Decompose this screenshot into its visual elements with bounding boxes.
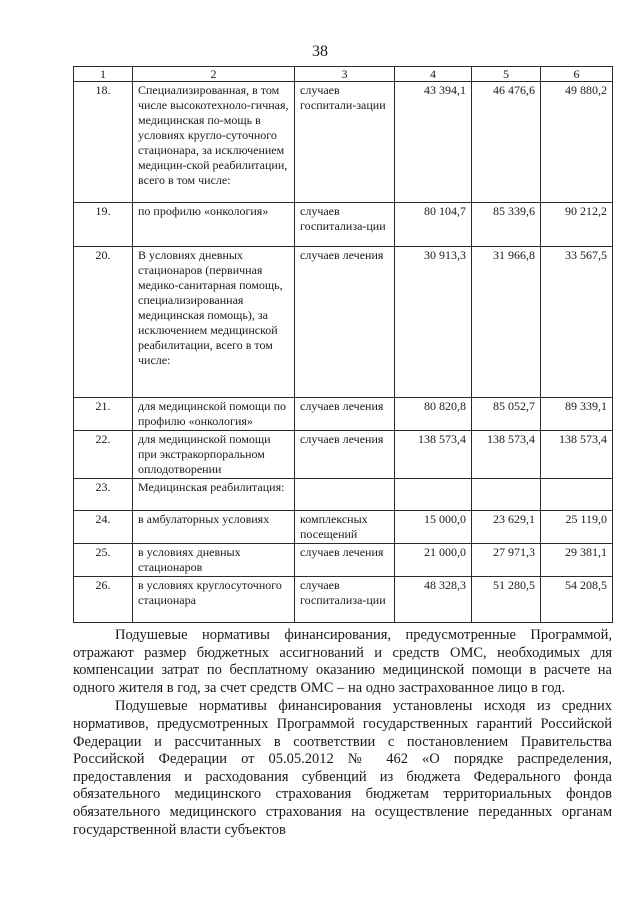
table-row bbox=[74, 398, 613, 431]
header-cell: 3 bbox=[295, 67, 395, 82]
row-name: в условиях дневных стационаров bbox=[133, 544, 295, 577]
row-value-3: 33 567,5 bbox=[541, 247, 613, 398]
row-value-3: 89 339,1 bbox=[541, 398, 613, 431]
header-cell: 4 bbox=[395, 67, 472, 82]
row-unit bbox=[295, 479, 395, 511]
row-value-1: 138 573,4 bbox=[395, 431, 472, 479]
header-cell: 6 bbox=[541, 67, 613, 82]
table-row bbox=[74, 577, 613, 623]
row-number: 22. bbox=[74, 431, 133, 479]
row-unit: случаев лечения bbox=[295, 247, 395, 398]
row-value-3: 49 880,2 bbox=[541, 82, 613, 203]
table-row bbox=[74, 82, 613, 203]
table-row bbox=[74, 544, 613, 577]
row-value-2: 85 339,6 bbox=[472, 203, 541, 247]
paragraph: Подушевые нормативы финансирования, предусмотренные Программой, отражают размер бюджетных ассигнований и средств ОМС, необходимых для компенсации затрат по бесплатному оказанию медицинской помощи в расчете на одного жителя в год, за счет средств ОМС – на одно застрахованное лицо в год. bbox=[73, 627, 612, 696]
row-number: 19. bbox=[74, 203, 133, 247]
row-value-2: 138 573,4 bbox=[472, 431, 541, 479]
row-unit: случаев госпитали-зации bbox=[295, 82, 395, 203]
row-value-2: 31 966,8 bbox=[472, 247, 541, 398]
row-unit: случаев лечения bbox=[295, 398, 395, 431]
table-row bbox=[74, 479, 613, 511]
row-number: 18. bbox=[74, 82, 133, 203]
row-number: 20. bbox=[74, 247, 133, 398]
table-row bbox=[74, 247, 613, 398]
row-value-2: 85 052,7 bbox=[472, 398, 541, 431]
row-value-1 bbox=[395, 479, 472, 511]
row-number: 25. bbox=[74, 544, 133, 577]
row-value-3: 138 573,4 bbox=[541, 431, 613, 479]
row-value-2: 51 280,5 bbox=[472, 577, 541, 623]
row-unit: комплексных посещений bbox=[295, 511, 395, 544]
row-number: 23. bbox=[74, 479, 133, 511]
row-value-3: 54 208,5 bbox=[541, 577, 613, 623]
row-value-2 bbox=[472, 479, 541, 511]
table-row bbox=[74, 511, 613, 544]
row-number: 21. bbox=[74, 398, 133, 431]
header-cell: 1 bbox=[74, 67, 133, 82]
row-value-1: 15 000,0 bbox=[395, 511, 472, 544]
row-name: Медицинская реабилитация: bbox=[133, 479, 295, 511]
table-row bbox=[74, 431, 613, 479]
row-unit: случаев госпитализа-ции bbox=[295, 203, 395, 247]
row-unit: случаев лечения bbox=[295, 544, 395, 577]
body-text bbox=[73, 627, 612, 839]
header-cell: 2 bbox=[133, 67, 295, 82]
row-unit: случаев лечения bbox=[295, 431, 395, 479]
financing-norms-table bbox=[73, 66, 613, 623]
row-value-3: 29 381,1 bbox=[541, 544, 613, 577]
table-header-row bbox=[74, 67, 613, 82]
row-value-2: 27 971,3 bbox=[472, 544, 541, 577]
row-value-2: 23 629,1 bbox=[472, 511, 541, 544]
row-value-1: 30 913,3 bbox=[395, 247, 472, 398]
row-name: для медицинской помощи при экстракорпоральном оплодотворении bbox=[133, 431, 295, 479]
row-value-2: 46 476,6 bbox=[472, 82, 541, 203]
row-name: для медицинской помощи по профилю «онкология» bbox=[133, 398, 295, 431]
row-name: В условиях дневных стационаров (первичная медико-санитарная помощь, специализированная медицинская помощь), за исключением медицинской реабилитации, всего в том числе: bbox=[133, 247, 295, 398]
page-number: 38 bbox=[312, 43, 328, 60]
row-value-1: 80 820,8 bbox=[395, 398, 472, 431]
row-name: по профилю «онкология» bbox=[133, 203, 295, 247]
row-value-1: 48 328,3 bbox=[395, 577, 472, 623]
row-number: 24. bbox=[74, 511, 133, 544]
row-name: Специализированная, в том числе высокотехноло-гичная, медицинская по-мощь в условиях кругло-суточного стационара, за исключением медицин-ской реабилитации, всего в том числе: bbox=[133, 82, 295, 203]
row-value-3: 25 119,0 bbox=[541, 511, 613, 544]
row-name: в условиях круглосуточного стационара bbox=[133, 577, 295, 623]
row-value-1: 21 000,0 bbox=[395, 544, 472, 577]
row-value-3 bbox=[541, 479, 613, 511]
row-number: 26. bbox=[74, 577, 133, 623]
row-value-3: 90 212,2 bbox=[541, 203, 613, 247]
row-value-1: 80 104,7 bbox=[395, 203, 472, 247]
row-unit: случаев госпитализа-ции bbox=[295, 577, 395, 623]
header-cell: 5 bbox=[472, 67, 541, 82]
row-name: в амбулаторных условиях bbox=[133, 511, 295, 544]
table-row bbox=[74, 203, 613, 247]
paragraph: Подушевые нормативы финансирования установлены исходя из средних нормативов, предусмотренных Программой государственных гарантий Российской Федерации и рассчитанных в соответствии с постановлением Правительства Российской Федерации от 05.05.2012 № 462 «О порядке распределения, предоставления и расходования субвенций из бюджета Федерального фонда обязательного медицинского страхования бюджетам территориальных фондов обязательного медицинского страхования на осуществление переданных органам государственной власти субъектов bbox=[73, 698, 612, 838]
row-value-1: 43 394,1 bbox=[395, 82, 472, 203]
